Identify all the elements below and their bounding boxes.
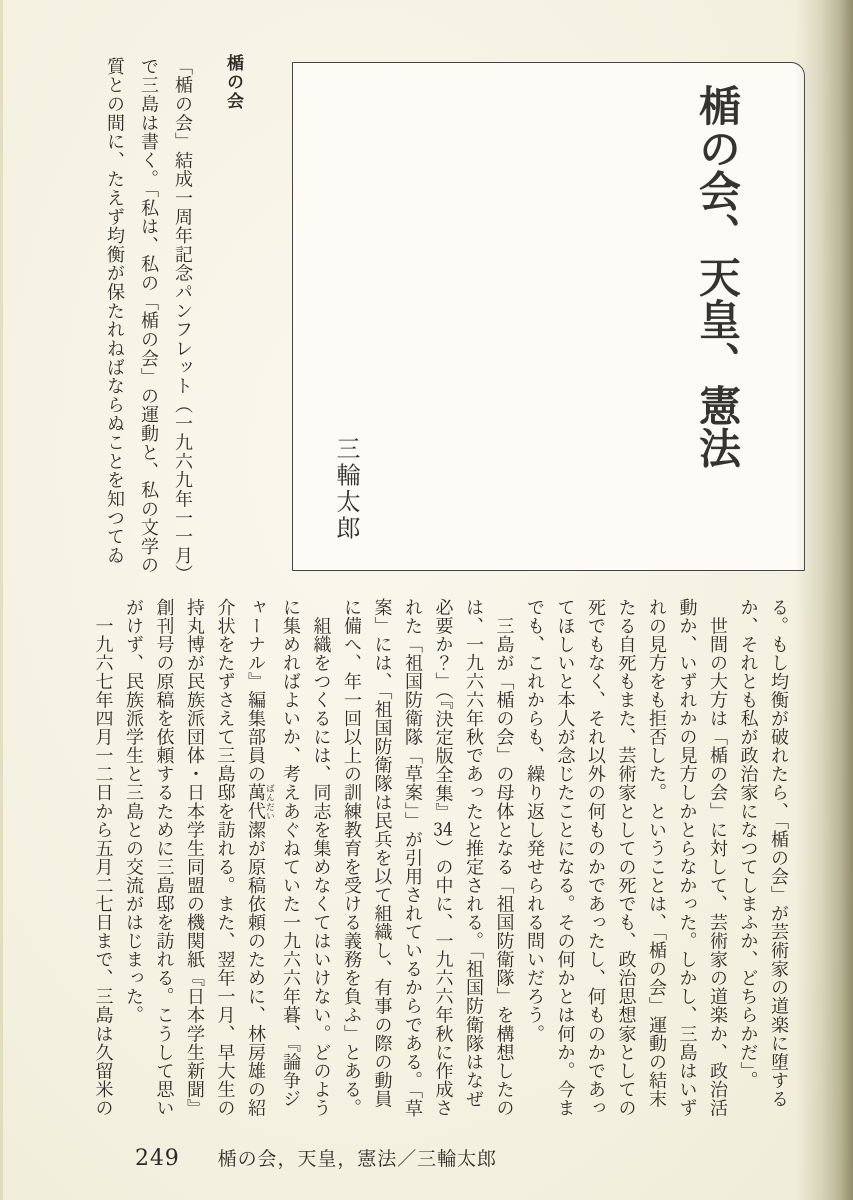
text-column: で三島は書く。「私は、私の「楯の会」の運動と、私の文学の [138,57,159,575]
text-column: は、一九六六年秋であったと推定される。「祖国防衛隊はなぜ [463,598,484,1109]
intro-paragraph [96,57,199,597]
text-column: 創刊号の原稿を依頼するために三島邸を訪れる。こうして思い [153,598,175,1118]
article-author: 三輪太郎 [332,436,360,542]
running-title: 楯の会，天皇，憲法／三輪太郎 [217,1148,497,1170]
article-title: 楯の会、天皇、憲法 [693,84,742,470]
text-column: がけず、民族派学生と三島との交流がはじまった。 [123,598,144,1025]
page-footer [135,1144,497,1171]
text-column: 質との間に、たえず均衡が保たれねばならぬことを知つてゐ [104,57,125,565]
text-column: 世間の大方は「楯の会」に対して、芸術家の道楽か、政治活 [707,598,728,1118]
text-column: 動か、いずれかの見方しかとらなかった。しかし、三島はいず [676,598,698,1118]
text-column: れた「祖国防衛隊「草案」」が引用されているからである。「草 [402,598,423,1118]
text-column: ャーナル』編集部員の萬代ばんだい潔が原稿依頼のために、林房雄の紹 [245,598,275,1118]
text-column: 死でもなく、それ以外の何ものかであったし、何ものかであっ [585,598,606,1118]
text-column: てほしいと本人が念じたことになる。その何かとは何か。今ま [554,598,576,1118]
text-column: る。もし均衡が破れたら、「楯の会」が芸術家の道楽に堕する [768,598,789,1109]
text-column: 「楯の会」結成一周年記念パンフレット（一九六九年一一月） [172,57,193,584]
text-column: 一九六七年四月一二日から五月二七日まで、三島は久留米の [92,598,114,1118]
page-number: 249 [135,1146,180,1171]
text-column: 案」には、「祖国防衛隊は民兵を以て組織し、有事の際の動員 [371,598,393,1109]
text-column: たる自死もまた、芸術家としての死でも、政治思想家としての [615,598,637,1118]
page-left-edge [0,0,3,1200]
article-body [92,598,793,1143]
text-column: 三島が「楯の会」の母体となる「祖国防衛隊」を構想したの [493,598,515,1118]
text-column: 持丸博が民族派団体・日本学生同盟の機関紙『日本学生新聞』 [184,598,205,1118]
text-column: か、それとも私が政治家になつてしまふか、どちらかだ」。 [737,598,759,1090]
text-column: に集めればよいか、考えあぐねていた一九六六年暮、『論争ジ [280,598,301,1109]
text-column: 必要か？」（『決定版全集』34）の中に、一九六六年秋に作成さ [432,598,454,1118]
text-column: 介状をたずさえて三島邸を訪れる。また、翌年一月、早大生の [214,598,236,1118]
text-column: でも、これからも、繰り返し発せられる問いだろう。 [524,598,545,1043]
text-column: 組織をつくるには、同志を集めなくてはいけない。どのよう [310,598,332,1118]
text-column: れの見方をも拒否した。ということは、「楯の会」運動の結末 [646,598,667,1109]
text-column: に備へ、年一回以上の訓練教育を受ける義務を負ふ」とある。 [341,598,362,1118]
section-heading: 楯の会 [223,54,243,112]
